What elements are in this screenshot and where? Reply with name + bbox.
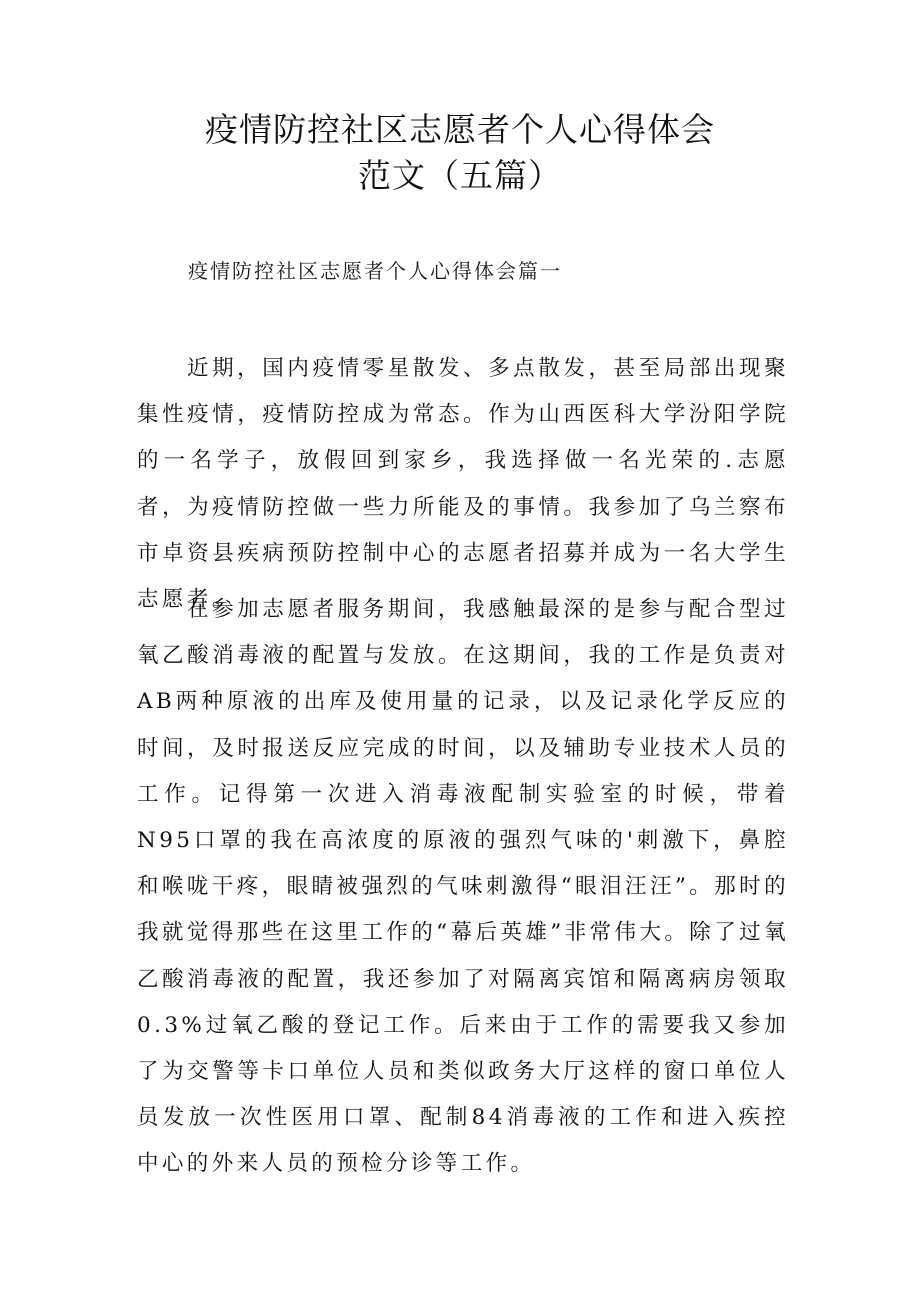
paragraph-2: 在参加志愿者服务期间，我感触最深的是参与配合型过氧乙酸消毒液的配置与发放。在这期间，我的工作是负责对AB两种原液的出库及使用量的记录，以及记录化学反应的时间，及时报送反应完成的时间，以及辅助专业技术人员的工作。记得第一次进入消毒液配制实验室的时候，带着N95口罩的我在高浓度的原液的强烈气味的'刺激下，鼻腔和喉咙干疼，眼睛被强烈的气味刺激得“眼泪汪汪”。那时的我就觉得那些在这里工作的“幕后英雄”非常伟大。除了过氧乙酸消毒液的配置，我还参加了对隔离宾馆和隔离病房领取0.3%过氧乙酸的登记工作。后来由于工作的需要我又参加了为交警等卡口单位人员和类似政务大厅这样的窗口单位人员发放一次性医用口罩、配制84消毒液的工作和进入疾控中心的外来人员的预检分诊等工作。 bbox=[137, 597, 789, 1177]
section-heading: 疫情防控社区志愿者个人心得体会篇一 bbox=[188, 259, 562, 283]
document-title-line1: 疫情防控社区志愿者个人心得体会 bbox=[205, 110, 715, 149]
document-title-line2: 范文（五篇） bbox=[358, 156, 562, 195]
paragraph-1: 近期，国内疫情零星散发、多点散发，甚至局部出现聚集性疫情，疫情防控成为常态。作为山西医科大学汾阳学院的一名学子，放假回到家乡，我选择做一名光荣的.志愿者，为疫情防控做一些力所能及的事情。我参加了乌兰察布市卓资县疾病预防控制中心的志愿者招募并成为一名大学生志愿者。 bbox=[137, 356, 789, 613]
